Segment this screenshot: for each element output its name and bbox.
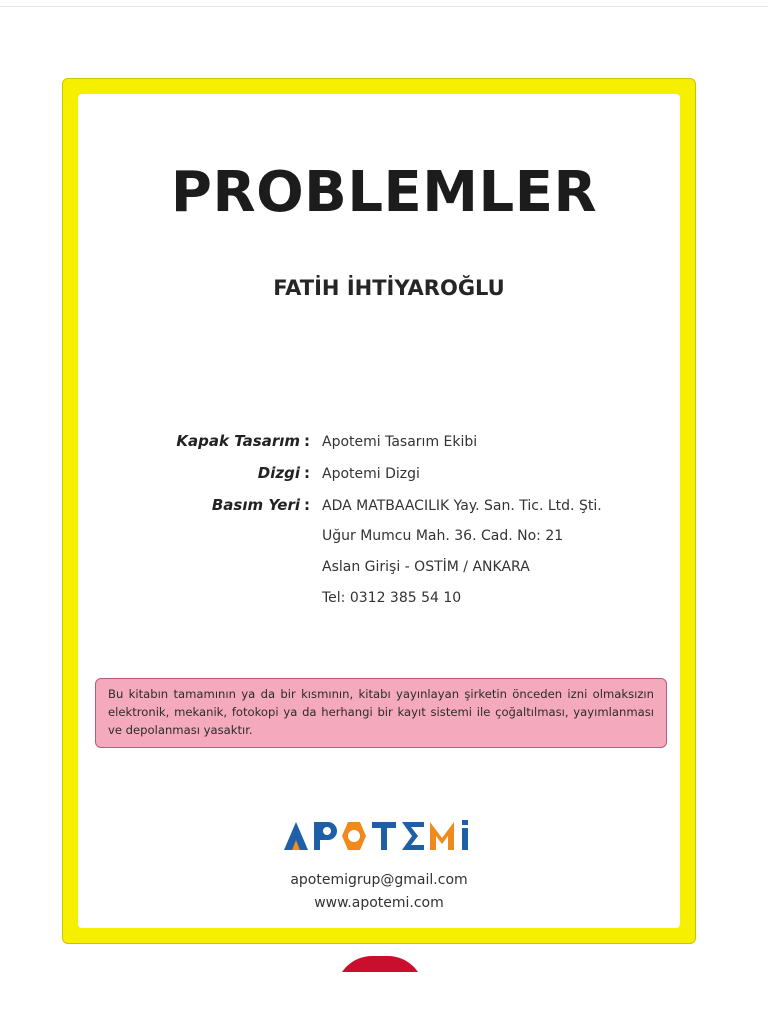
credit-separator: : xyxy=(304,496,310,514)
credit-label: Basım Yeri xyxy=(211,496,300,514)
credits-block xyxy=(150,432,650,621)
credit-row-cover-design xyxy=(150,432,650,464)
publisher-email: apotemigrup@gmail.com xyxy=(290,872,468,888)
book-author: FATİH İHTİYAROĞLU xyxy=(273,276,505,300)
publisher-website: www.apotemi.com xyxy=(314,895,444,911)
credit-row-typesetting xyxy=(150,464,650,496)
credit-label: Dizgi xyxy=(257,464,300,482)
credit-value: Apotemi Dizgi xyxy=(322,466,420,482)
credit-value: ADA MATBAACILIK Yay. San. Tic. Ltd. Şti. xyxy=(322,498,602,514)
apotemi-logo xyxy=(282,818,478,852)
credit-separator: : xyxy=(304,432,310,450)
phone-line: Tel: 0312 385 54 10 xyxy=(322,590,462,606)
credit-separator: : xyxy=(304,464,310,482)
credit-value: Apotemi Tasarım Ekibi xyxy=(322,434,478,450)
page-bottom-margin xyxy=(0,972,768,1024)
credit-row-printing xyxy=(150,496,650,528)
book-title: PROBLEMLER xyxy=(170,160,598,225)
top-divider xyxy=(0,6,768,7)
address-line: Aslan Girişi - OSTİM / ANKARA xyxy=(322,559,530,575)
address-line: Uğur Mumcu Mah. 36. Cad. No: 21 xyxy=(322,528,564,544)
copyright-notice: Bu kitabın tamamının ya da bir kısmının, kitabı yayınlayan şirketin önceden izni olmaksızın elektronik, mekanik, fotokopi ya da herhangi bir kayıt sistemi ile çoğaltılması, yayımlanması ve depolanması yasaktır. xyxy=(95,678,667,748)
credit-label: Kapak Tasarım xyxy=(176,432,300,450)
